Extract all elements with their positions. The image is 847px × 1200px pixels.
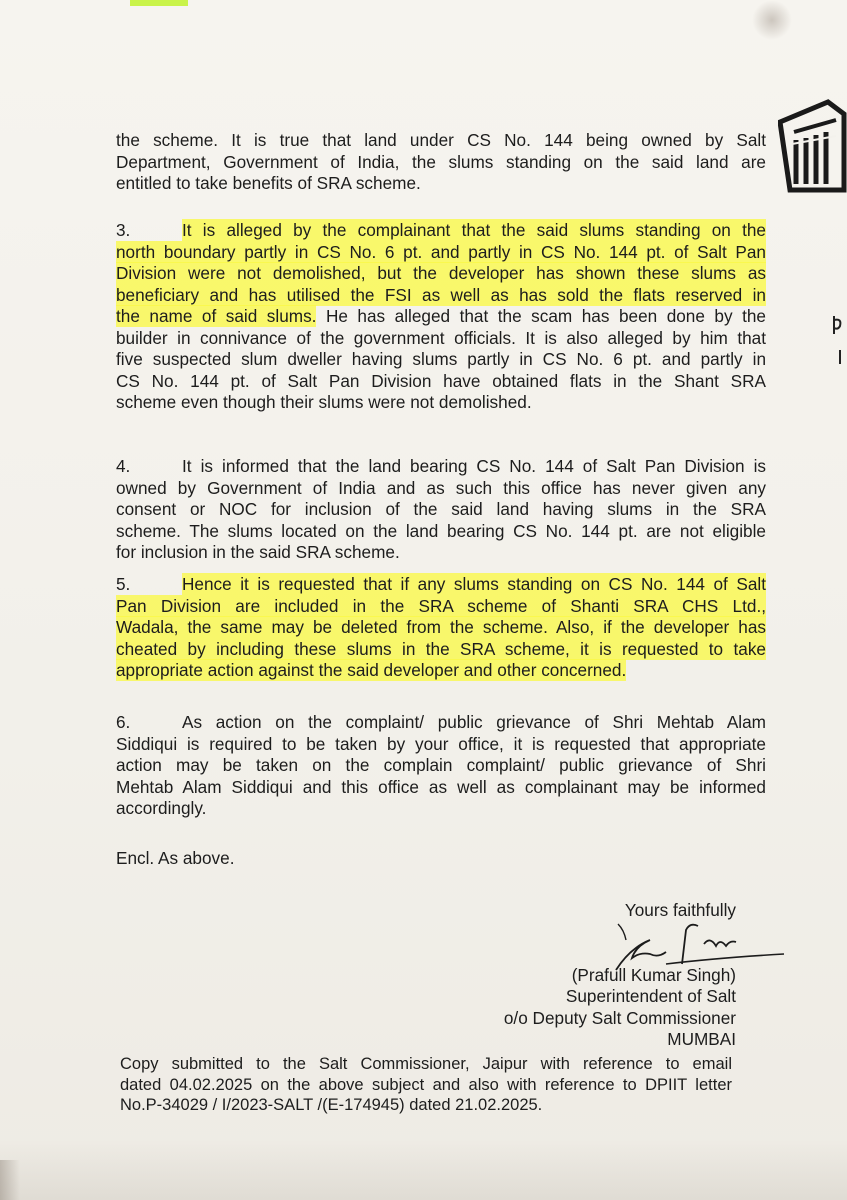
margin-handwriting-icon bbox=[830, 312, 847, 372]
text-line: Siddiqui is required to be taken by your office, it is requested that appropriate bbox=[116, 733, 766, 754]
text-line: five suspected slum dweller having slums partly in CS No. 6 pt. and partly in bbox=[116, 349, 766, 369]
emblem-logo-icon bbox=[778, 92, 847, 202]
text-line: dated 04.02.2025 on the above subject and also with reference to DPIIT letter bbox=[120, 1075, 732, 1094]
text-line: action may be taken on the complain complaint/ public grievance of Shri bbox=[116, 755, 766, 775]
paragraph-number: 3. bbox=[116, 220, 131, 240]
highlighted-text: cheated by including these slums in the SRA scheme, it is requested to take bbox=[116, 638, 766, 659]
green-tape-strip bbox=[130, 0, 188, 6]
text-line: builder in connivance of the government officials. It is also alleged by him that bbox=[116, 327, 766, 348]
copy-to-note bbox=[120, 1054, 732, 1116]
highlighted-text: beneficiary and has utilised the FSI as well as has sold the flats reserved in bbox=[116, 284, 766, 305]
highlighted-text: It is alleged by the complainant that the said slums standing on the bbox=[182, 220, 766, 240]
signatory-city: MUMBAI bbox=[667, 1029, 736, 1049]
highlighted-text: Wadala, the same may be deleted from the scheme. Also, if the developer has bbox=[116, 617, 766, 637]
signatory-office: o/o Deputy Salt Commissioner bbox=[503, 1007, 736, 1028]
text-line: CS No. 144 pt. of Salt Pan Division have obtained flats in the Shant SRA bbox=[116, 370, 766, 391]
page-bottom-shadow bbox=[0, 1140, 847, 1200]
text-line: Department, Government of India, the slums standing on the said land are bbox=[116, 151, 766, 172]
highlighted-text: Hence it is requested that if any slums standing on CS No. 144 of Salt bbox=[182, 574, 766, 594]
signatory-name: (Prafull Kumar Singh) bbox=[571, 964, 736, 985]
paragraph-number: 4. bbox=[116, 456, 131, 476]
text-line: He has alleged that the scam has been done by the bbox=[325, 306, 766, 326]
highlighted-text: Pan Division are included in the SRA scheme of Shanti SRA CHS Ltd., bbox=[116, 595, 766, 616]
enclosure-note: Encl. As above. bbox=[116, 848, 235, 868]
salutation: Yours faithfully bbox=[624, 900, 736, 920]
highlighted-text: Division were not demolished, but the developer has shown these slums as bbox=[116, 263, 766, 283]
paragraph-continuation bbox=[116, 130, 766, 195]
text-line: As action on the complaint/ public grievance of Shri Mehtab Alam bbox=[182, 712, 766, 732]
paragraph-number: 6. bbox=[116, 712, 131, 732]
handwritten-signature bbox=[606, 918, 791, 978]
highlighted-text: north boundary partly in CS No. 6 pt. and partly in CS No. 144 pt. of Salt Pan bbox=[116, 241, 766, 262]
paragraph-3 bbox=[116, 220, 766, 414]
text-line: It is informed that the land bearing CS No. 144 of Salt Pan Division is bbox=[182, 456, 766, 476]
highlighted-text: the name of said slums. bbox=[116, 306, 317, 326]
text-line: accordingly. bbox=[116, 798, 207, 818]
text-line: scheme. The slums located on the land bearing CS No. 144 pt. are not eligible bbox=[116, 520, 766, 541]
text-line: owned by Government of India and as such this office has never given any bbox=[116, 477, 766, 498]
paragraph-5 bbox=[116, 574, 766, 682]
text-line: No.P-34029 / I/2023-SALT /(E-174945) dated 21.02.2025. bbox=[120, 1096, 543, 1114]
paragraph-number: 5. bbox=[116, 574, 131, 594]
text-line: Mehtab Alam Siddiqui and this office as well as complainant may be informed bbox=[116, 776, 766, 797]
signatory-designation: Superintendent of Salt bbox=[565, 986, 736, 1006]
text-line: scheme even though their slums were not demolished. bbox=[116, 392, 532, 412]
text-line: for inclusion in the said SRA scheme. bbox=[116, 542, 400, 562]
text-line: the scheme. It is true that land under CS No. 144 being owned by Salt bbox=[116, 130, 766, 150]
text-line: Copy submitted to the Salt Commissioner, Jaipur with reference to email bbox=[120, 1055, 732, 1073]
paper-smudge bbox=[752, 0, 792, 40]
highlighted-text: appropriate action against the said developer and other concerned. bbox=[116, 660, 627, 680]
paragraph-6 bbox=[116, 712, 766, 820]
text-line: consent or NOC for inclusion of the said land having slums in the SRA bbox=[116, 499, 766, 519]
text-line: entitled to take benefits of SRA scheme. bbox=[116, 173, 421, 193]
paragraph-4 bbox=[116, 456, 766, 564]
